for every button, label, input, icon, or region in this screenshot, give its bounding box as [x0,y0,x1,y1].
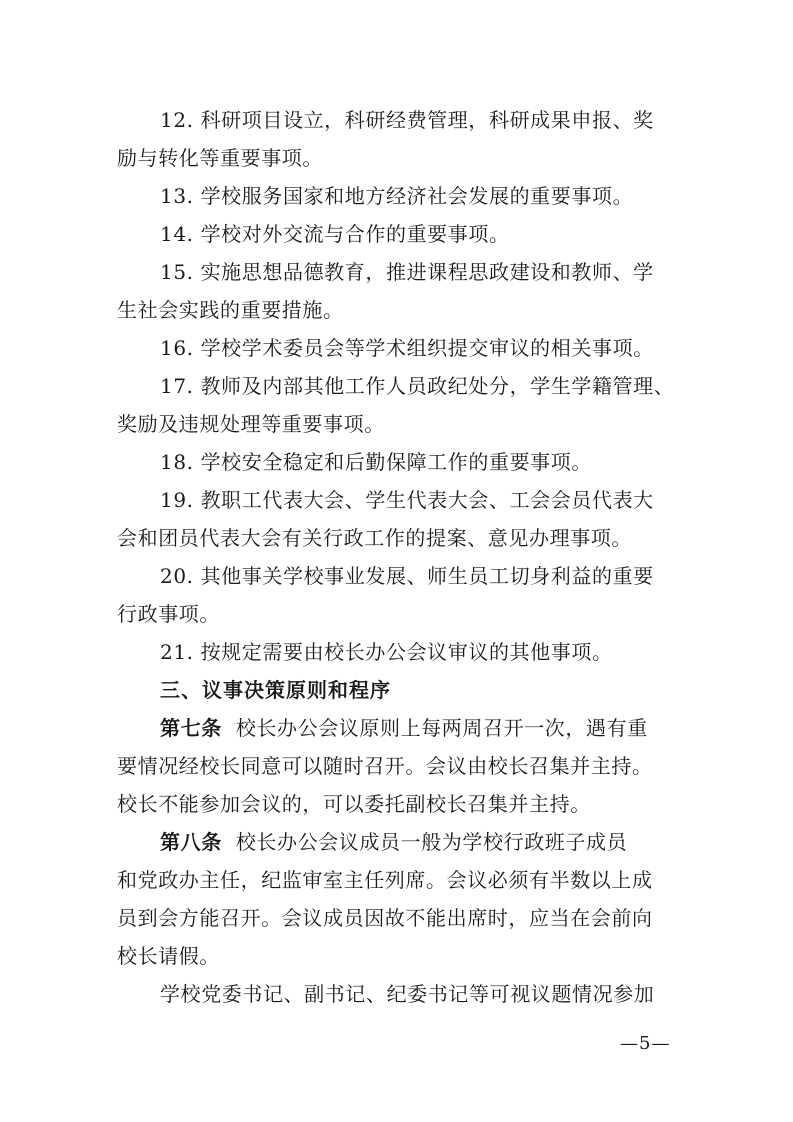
item-20-line-2: 行政事项。 [117,602,220,626]
item-18: 18. 学校安全稳定和后勤保障工作的重要事项。 [160,450,592,474]
article-7-line-2: 要情况经校长同意可以随时召开。会议由校长召集并主持。 [117,754,653,778]
article-8-text: 校长办公会议成员一般为学校行政班子成员 [235,830,628,854]
section-heading: 三、议事决策原则和程序 [160,678,391,702]
last-paragraph-line-1: 学校党委书记、副书记、纪委书记等可视议题情况参加 [160,982,655,1006]
item-13: 13. 学校服务国家和地方经济社会发展的重要事项。 [160,184,634,208]
article-8-line-3: 员到会方能召开。会议成员因故不能出席时，应当在会前向 [117,906,653,930]
item-16: 16. 学校学术委员会等学术组织提交审议的相关事项。 [160,336,654,360]
item-15-line-2: 生社会实践的重要措施。 [117,298,344,322]
article-8-line-4: 校长请假。 [117,944,220,968]
article-8-line-1 [160,827,677,857]
page-number: —5— [620,1033,671,1054]
item-17-line-1: 17. 教师及内部其他工作人员政纪处分，学生学籍管理、 [160,374,675,398]
item-14: 14. 学校对外交流与合作的重要事项。 [160,222,510,246]
item-21: 21. 按规定需要由校长办公会议审议的其他事项。 [160,640,613,664]
article-8-label: 第八条 [160,830,222,854]
item-19-line-1: 19. 教职工代表大会、学生代表大会、工会会员代表大 [160,488,654,512]
article-7-line-1 [160,713,677,743]
item-17-line-2: 奖励及违规处理等重要事项。 [117,412,385,436]
article-7-label: 第七条 [160,716,222,740]
article-7-text: 校长办公会议原则上每两周召开一次，遇有重 [235,716,648,740]
article-7-line-3: 校长不能参加会议的，可以委托副校长召集并主持。 [117,792,591,816]
article-8-line-2: 和党政办主任，纪监审室主任列席。会议必须有半数以上成 [117,868,653,892]
item-20-line-1: 20. 其他事关学校事业发展、师生员工切身利益的重要 [160,564,654,588]
item-19-line-2: 会和团员代表大会有关行政工作的提案、意见办理事项。 [117,526,632,550]
item-12-line-1: 12. 科研项目设立，科研经费管理，科研成果申报、奖 [160,108,654,132]
item-15-line-1: 15. 实施思想品德教育，推进课程思政建设和教师、学 [160,260,654,284]
item-12-line-2: 励与转化等重要事项。 [117,146,323,170]
